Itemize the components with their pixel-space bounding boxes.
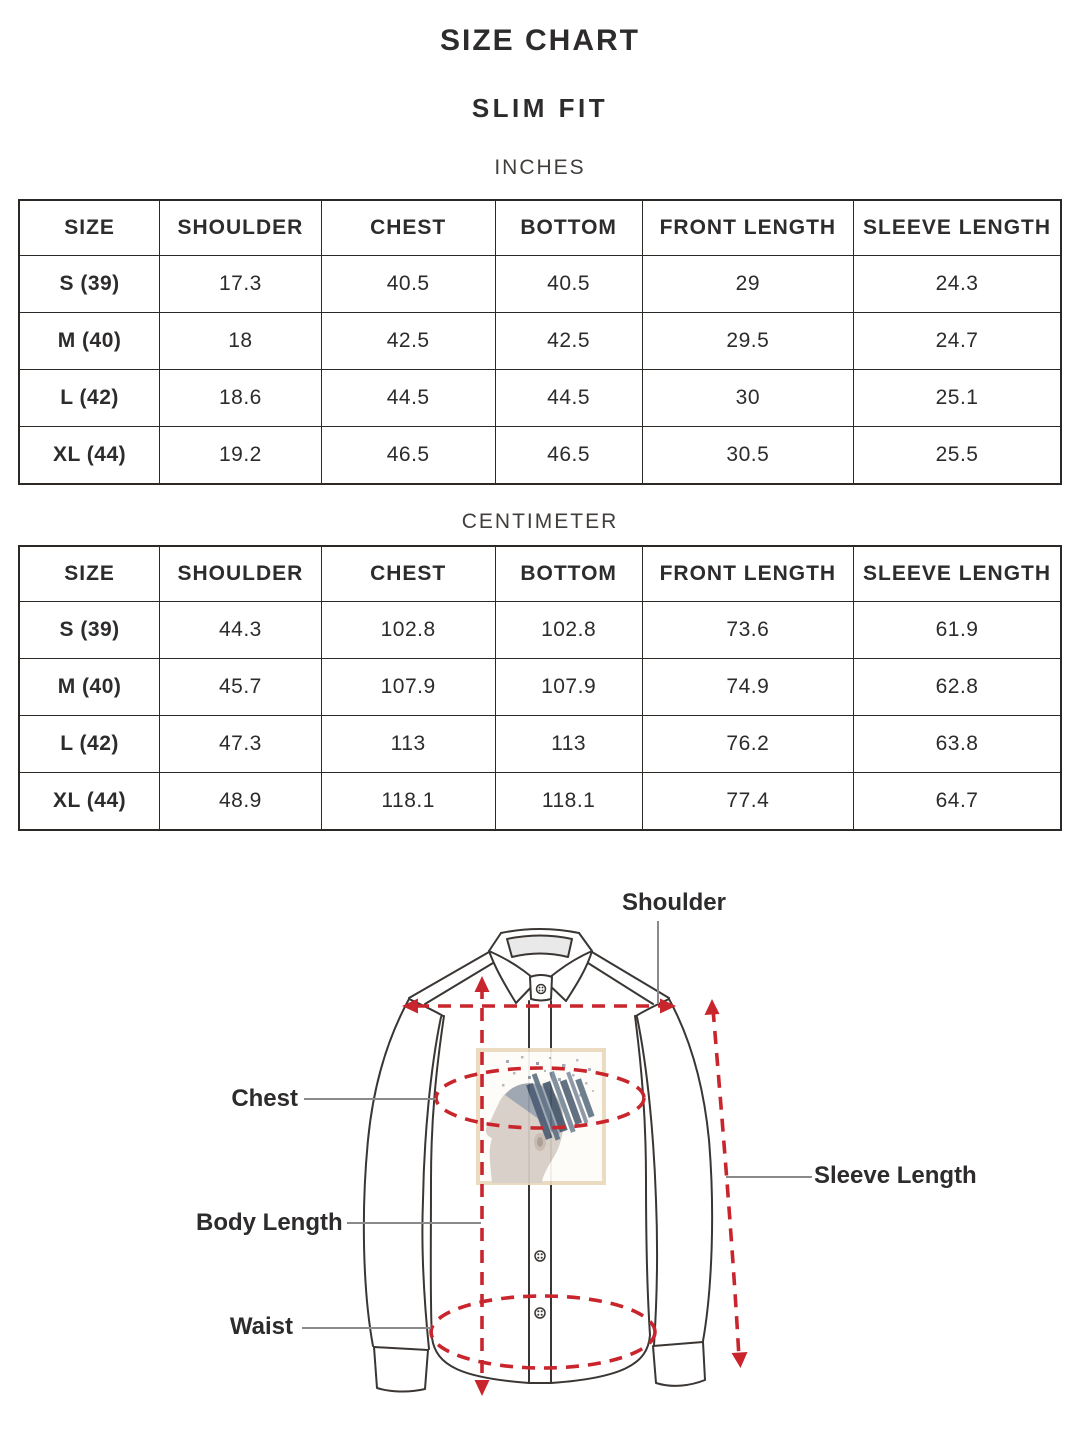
column-header-sleeve-length: SLEEVE LENGTH [854,546,1061,602]
value-cell: 62.8 [854,659,1061,716]
column-header-bottom: BOTTOM [495,200,642,256]
value-cell: 46.5 [495,427,642,485]
value-cell: 107.9 [495,659,642,716]
value-cell: 40.5 [495,256,642,313]
value-cell: 48.9 [160,773,322,831]
collar-button [537,985,546,994]
column-header-size: SIZE [19,546,160,602]
shoulder-label: Shoulder [621,889,726,916]
value-cell: 40.5 [321,256,495,313]
sleeve-length-measure-line [713,1009,739,1358]
value-cell: 47.3 [160,716,322,773]
column-header-shoulder: SHOULDER [160,546,322,602]
column-header-size: SIZE [19,200,160,256]
value-cell: 118.1 [321,773,495,831]
value-cell: 44.5 [495,370,642,427]
value-cell: 102.8 [495,602,642,659]
table-row [19,602,1061,659]
table-row [19,370,1061,427]
value-cell: 25.5 [854,427,1061,485]
value-cell: 107.9 [321,659,495,716]
value-cell: 118.1 [495,773,642,831]
value-cell: 44.5 [321,370,495,427]
fit-subtitle: SLIM FIT [471,93,609,123]
value-cell: 30.5 [642,427,854,485]
value-cell: 17.3 [160,256,322,313]
column-header-chest: CHEST [321,200,495,256]
table-row [19,313,1061,370]
column-header-front-length: FRONT LENGTH [642,546,854,602]
sleeve-length-label: Sleeve Length [814,1162,977,1189]
size-cell: XL (44) [19,773,160,831]
placket-button [535,1251,545,1261]
value-cell: 113 [495,716,642,773]
table-row [19,256,1061,313]
table-row [19,773,1061,831]
size-cell: L (42) [19,716,160,773]
value-cell: 42.5 [321,313,495,370]
column-header-shoulder: SHOULDER [160,200,322,256]
chest-label: Chest [231,1085,298,1112]
column-header-front-length: FRONT LENGTH [642,200,854,256]
value-cell: 44.3 [160,602,322,659]
value-cell: 19.2 [160,427,322,485]
value-cell: 63.8 [854,716,1061,773]
table-row [19,716,1061,773]
value-cell: 25.1 [854,370,1061,427]
value-cell: 113 [321,716,495,773]
centimeter-section-label: CENTIMETER [461,510,619,533]
size-cell: M (40) [19,659,160,716]
value-cell: 29.5 [642,313,854,370]
column-header-bottom: BOTTOM [495,546,642,602]
column-header-chest: CHEST [321,546,495,602]
body-length-label: Body Length [196,1209,343,1236]
value-cell: 42.5 [495,313,642,370]
measurement-indicators [402,976,748,1396]
inches-section-label: INCHES [494,156,586,179]
table-header-row [19,546,1061,602]
waist-measure-ellipse [431,1296,655,1368]
right-cuff [653,1342,705,1386]
value-cell: 18.6 [160,370,322,427]
value-cell: 73.6 [642,602,854,659]
size-table-inches [18,199,1062,485]
value-cell: 46.5 [321,427,495,485]
left-cuff [374,1347,428,1392]
shirt-measurement-diagram [0,860,1080,1440]
size-cell: M (40) [19,313,160,370]
value-cell: 29 [642,256,854,313]
placket-button [535,1308,545,1318]
size-cell: L (42) [19,370,160,427]
size-cell: S (39) [19,602,160,659]
table-row [19,659,1061,716]
column-header-sleeve-length: SLEEVE LENGTH [854,200,1061,256]
value-cell: 61.9 [854,602,1061,659]
value-cell: 18 [160,313,322,370]
value-cell: 74.9 [642,659,854,716]
size-cell: S (39) [19,256,160,313]
collar-band [507,936,572,958]
value-cell: 30 [642,370,854,427]
size-cell: XL (44) [19,427,160,485]
size-table-centimeter [18,545,1062,831]
table-header-row [19,200,1061,256]
value-cell: 76.2 [642,716,854,773]
page-title: SIZE CHART [440,24,640,57]
value-cell: 102.8 [321,602,495,659]
value-cell: 24.7 [854,313,1061,370]
table-row [19,427,1061,485]
value-cell: 64.7 [854,773,1061,831]
value-cell: 24.3 [854,256,1061,313]
value-cell: 45.7 [160,659,322,716]
value-cell: 77.4 [642,773,854,831]
waist-label: Waist [229,1313,293,1340]
